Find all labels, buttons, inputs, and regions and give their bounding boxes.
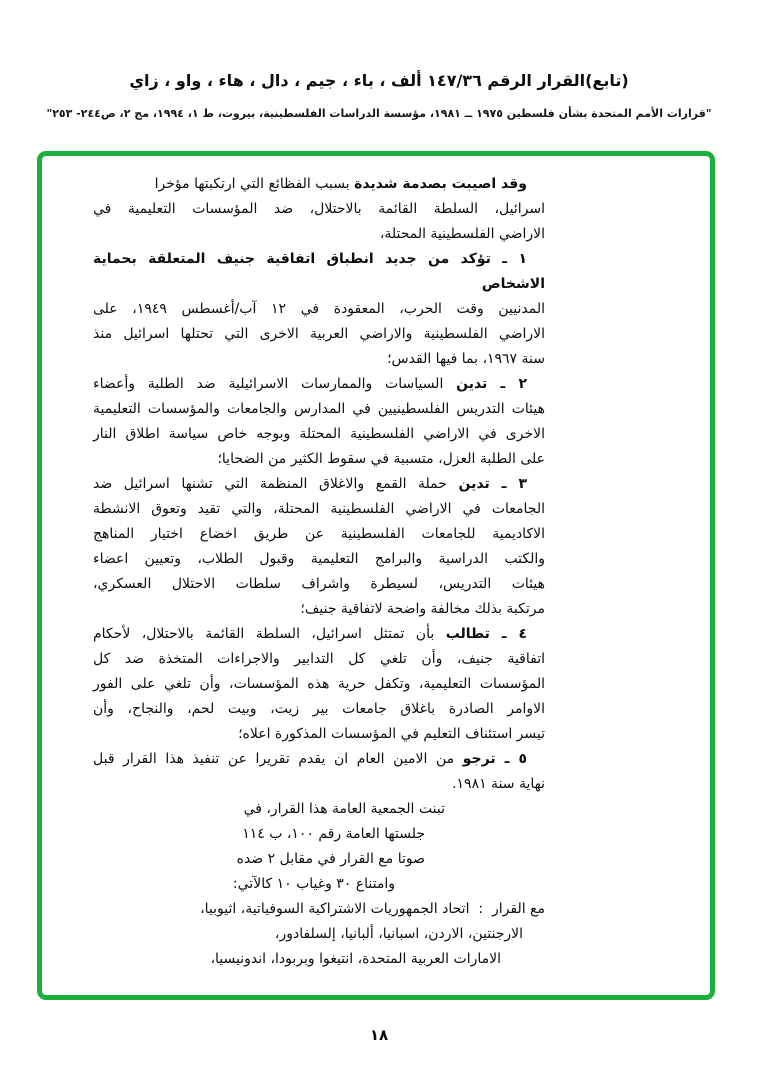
text-line: [93, 447, 545, 472]
text-line: [93, 797, 545, 822]
text-run: الارجنتين، الاردن، اسبانيا، ألبانيا، إلسلفادور،: [274, 926, 523, 942]
text-run: المدنيين وقت الحرب، المعقودة في ١٢ آب/أغسطس ١٩٤٩، على: [93, 301, 545, 317]
text-run: جلستها العامة رقم ١٠٠، ب ١١٤: [242, 826, 425, 842]
text-line: [93, 847, 545, 872]
text-run: بسبب الفظائع التي ارتكبتها مؤخرا: [154, 176, 355, 192]
text-line: [93, 222, 545, 247]
text-run-bold: ٤ ـ تطالب: [445, 626, 527, 642]
text-run: بأن تمتثل اسرائيل، السلطة القائمة بالاحتلال، لأحكام: [93, 626, 446, 642]
text-run: مرتكبة بذلك مخالفة واضحة لاتفاقية جنيف؛: [300, 601, 545, 617]
text-run: السياسات والممارسات الاسرائيلية ضد الطلبة وأعضاء: [93, 376, 457, 392]
text-line: [93, 697, 545, 722]
text-run: حملة القمع والاغلاق المنظمة التي تشنها اسرائيل ضد: [93, 476, 459, 492]
text-line: [93, 297, 545, 322]
text-run: وامتناع ٣٠ وغياب ١٠ كالآتي:: [232, 876, 395, 892]
text-run: الاكاديمية للجامعات الفلسطينية عن طريق اخضاع اختيار المناهج: [93, 526, 545, 542]
text-run: صوتا مع القرار في مقابل ٢ ضده: [236, 851, 425, 867]
text-line: [93, 522, 545, 547]
text-run: اسرائيل، السلطة القائمة بالاحتلال، ضد المؤسسات التعليمية في: [93, 201, 545, 217]
text-line: [93, 872, 545, 897]
text-run: الاوامر الصادرة باغلاق جامعات بير زيت، وبيت لحم، والنجاح، وأن: [93, 701, 545, 717]
page-number: ١٨: [369, 1026, 389, 1044]
text-run: على الطلبة العزل، متسببة في سقوط الكثير من الضحايا؛: [217, 451, 545, 467]
text-run-bold: ٥ ـ ترجو: [462, 751, 527, 767]
text-run-bold: ٣ ـ تدين: [458, 476, 528, 492]
text-run: هيئات التدريس الفلسطينيين في المدارس والجامعات والمؤسسات التعليمية: [93, 401, 545, 417]
text-line: [93, 472, 545, 497]
text-line: [93, 247, 545, 297]
text-line: [93, 647, 545, 672]
text-line: [93, 597, 545, 622]
text-line: [93, 497, 545, 522]
text-line: [93, 197, 545, 222]
text-line: [93, 322, 545, 347]
source-citation: "قرارات الأمم المتحدة بشأن فلسطين ١٩٧٥ ــ ١٩٨١، مؤسسة الدراسات الفلسطينية، بيروت، ط ١، ١٩٩٤، مج ٢، ص٢٤٤- ٢٥٣": [46, 107, 712, 120]
text-run: نهاية سنة ١٩٨١.: [452, 776, 545, 792]
text-run-bold: وقد اصيبت بصدمة شديدة: [354, 176, 527, 192]
text-run: اتفاقية جنيف، وأن تلغي كل التدابير والاجراءات المتخذة ضد كل: [93, 651, 545, 667]
text-run: تيسر استئناف التعليم في المؤسسات المذكورة اعلاه؛: [238, 726, 545, 742]
text-run-bold: ٢ ـ تدين: [456, 376, 528, 392]
text-run: سنة ١٩٦٧، بما فيها القدس؛: [387, 351, 545, 367]
text-run: الاخرى في الاراضي الفلسطينية المحتلة وبوجه خاص سياسة اطلاق النار: [93, 426, 545, 442]
text-line: [93, 347, 545, 372]
text-line: [93, 372, 545, 397]
text-line: [93, 722, 545, 747]
text-line: [93, 397, 545, 422]
text-run: الامارات العربية المتحدة، انتيغوا وبربودا، اندونيسيا،: [210, 951, 501, 967]
text-run: من الامين العام ان يقدم تقريرا عن تنفيذ هذا القرار قبل: [93, 751, 463, 767]
text-line: [93, 772, 545, 797]
text-line: [93, 897, 545, 922]
text-run: مع القرار : اتحاد الجمهوريات الاشتراكية السوفياتية، اثيوبيا،: [200, 901, 545, 917]
text-line: [93, 672, 545, 697]
text-line: [93, 572, 545, 597]
text-line: [93, 422, 545, 447]
text-run: هيئات التدريس، لسيطرة واشراف سلطات الاحتلال العسكري،: [93, 576, 545, 592]
text-run-bold: ١ ـ تؤكد من جديد انطباق اتفاقية جنيف المتعلقة بحماية الاشخاص: [93, 251, 545, 292]
text-line: [93, 622, 545, 647]
text-line: [93, 172, 545, 197]
text-line: [93, 822, 545, 847]
text-run: المؤسسات التعليمية، وتكفل حرية هذه المؤسسات، وأن تلغي على الفور: [93, 676, 545, 692]
resolution-title: (تابع)القرار الرقم ١٤٧/٣٦ ألف ، باء ، جيم ، دال ، هاء ، واو ، زاي: [129, 71, 629, 90]
text-line: [93, 547, 545, 572]
text-run: تبنت الجمعية العامة هذا القرار، في: [243, 801, 445, 817]
text-run: الجامعات في الاراضي الفلسطينية المحتلة، والتي تقيد وتعوق الانشطة: [93, 501, 545, 517]
text-line: [93, 747, 545, 772]
resolution-text: [93, 172, 545, 972]
text-line: [93, 947, 545, 972]
text-line: [93, 922, 545, 947]
text-run: الاراضي الفلسطينية والاراضي العربية الاخرى التي تحتلها اسرائيل منذ: [93, 326, 545, 342]
text-run: والكتب الدراسية والبرامج التعليمية وقبول الطلاب، وتعيين اعضاء: [93, 551, 545, 567]
text-run: الاراضي الفلسطينية المحتلة،: [379, 226, 545, 242]
